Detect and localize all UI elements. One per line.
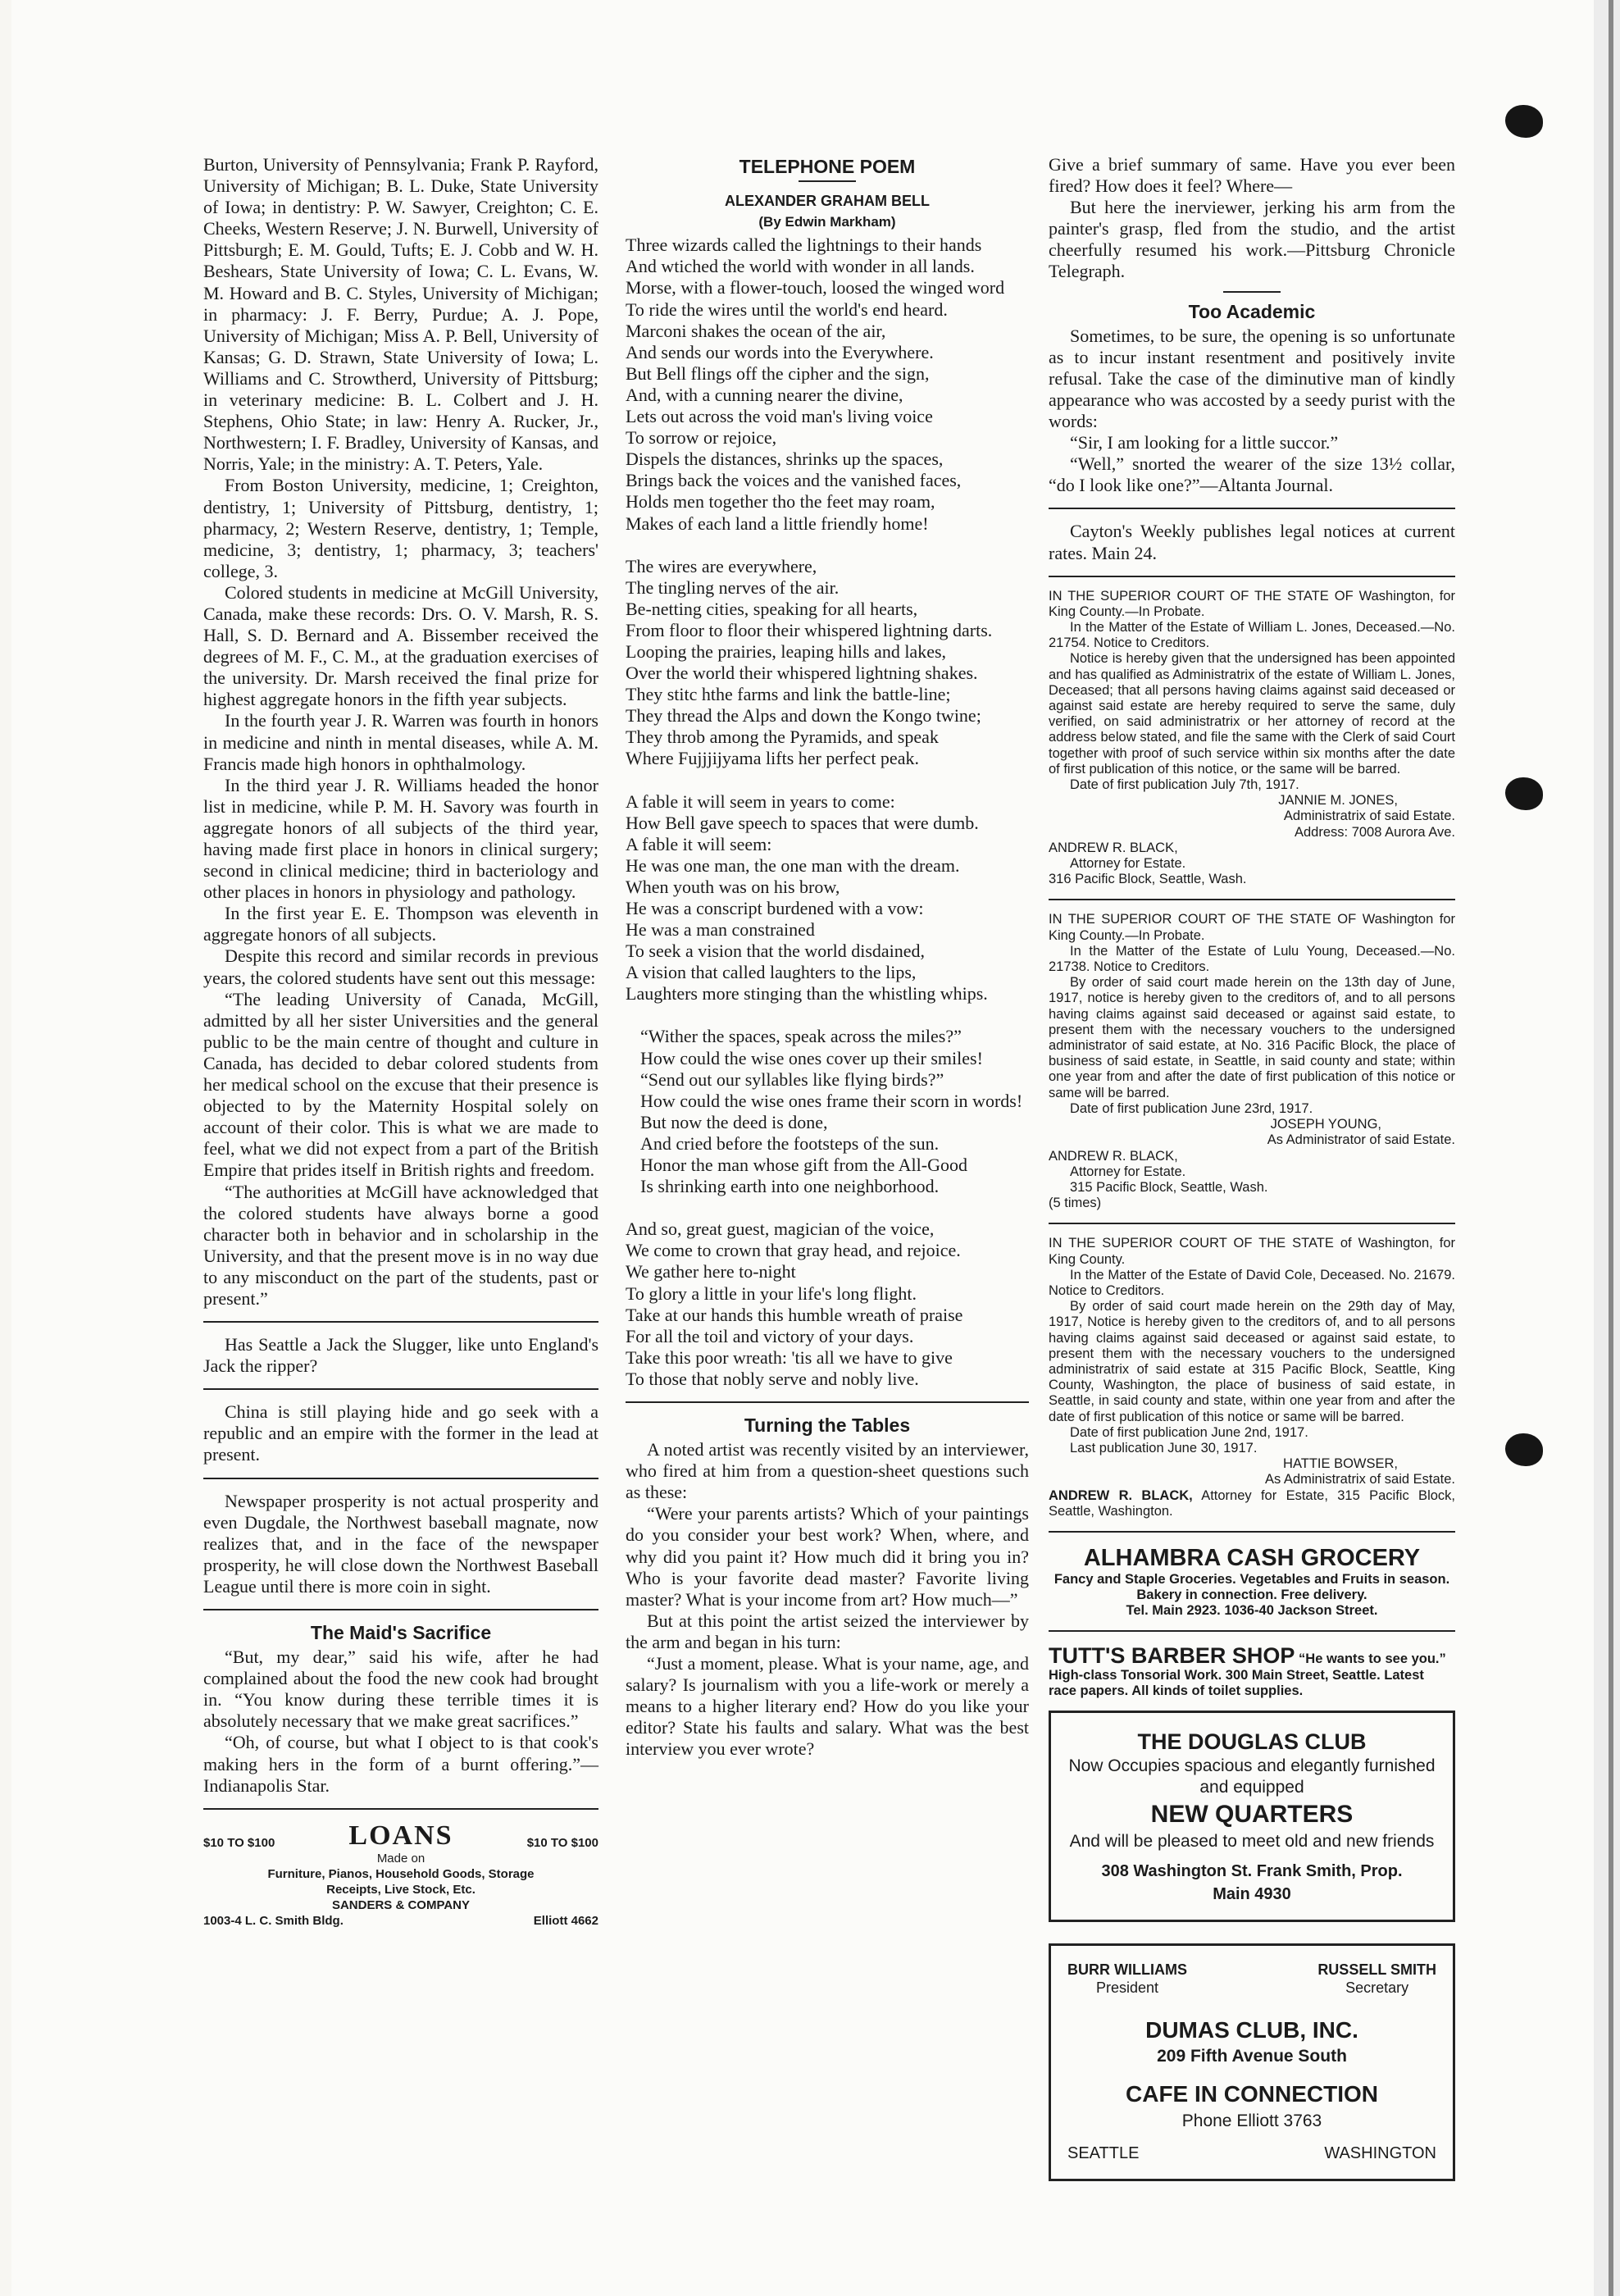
poem-line: From floor to floor their whispered lightning darts. [626, 619, 993, 640]
ad-title: THE DOUGLAS CLUB [1137, 1729, 1367, 1754]
legal-attorney: ANDREW R. BLACK, [1049, 1487, 1193, 1503]
divider [1049, 508, 1455, 509]
poem-subtitle: ALEXANDER GRAHAM BELL [725, 193, 930, 210]
poem-title: TELEPHONE POEM [739, 156, 916, 177]
poem-line: Be-netting cities, speaking for all hearts, [626, 598, 918, 619]
poem-line: But Bell flings off the cipher and the sign, [626, 362, 930, 384]
loans-made-on: Made on [376, 1851, 425, 1866]
paragraph: Newspaper prosperity is not actual prosperity and even Dugdale, the Northwest baseball magnate, now realizes that, and in the face of the newspaper prosperity, he will close down the Northwest Baseball League until there is more coin in sight. [203, 1490, 598, 1597]
stanza [626, 1026, 1029, 1197]
paragraph: “Just a moment, please. What is your name, age, and salary? Is journalism with you a life-work or merely a means to a higher literary end? How do you like your editor? State his faults and salary. What was the best interview you ever wrote? [626, 1653, 1029, 1760]
poem-line: Brings back the voices and the vanished faces, [626, 470, 962, 491]
legal-role: As Administratrix of said Estate. [1264, 1472, 1455, 1487]
ad-text: High-class Tonsorial Work. 300 Main Street, Seattle. Latest race papers. All kinds of toilet supplies. [1049, 1667, 1424, 1698]
loans-line: Furniture, Pianos, Household Goods, Storage [267, 1866, 535, 1881]
poem-line: He was a conscript burdened with a vow: [626, 898, 924, 918]
divider [1049, 1223, 1455, 1224]
ad-title: ALHAMBRA CASH GROCERY [1083, 1544, 1421, 1571]
poem-author: (By Edwin Markham) [758, 214, 896, 230]
poem-line: And sends our words into the Everywhere. [626, 341, 934, 362]
poem-line: Honor the man whose gift from the All-Good [640, 1155, 967, 1176]
ad-address: 308 Washington St. Frank Smith, Prop. [1101, 1861, 1403, 1880]
poem-line: The tingling nerves of the air. [626, 576, 840, 598]
legal-matter: In the Matter of the Estate of William L. Jones, Deceased.—No. 21754. Notice to Creditors. [1049, 620, 1455, 651]
ad-text: Tel. Main 2923. 1036-40 Jackson Street. [1126, 1602, 1378, 1618]
page-edge [1594, 0, 1620, 2296]
poem-line: “Send out our syllables like flying birds?” [640, 1068, 944, 1090]
poem-line: Over the world their whispered lightning shakes. [626, 663, 978, 684]
poem-line: When youth was on his brow, [626, 876, 840, 897]
paragraph: “Were your parents artists? Which of your paintings do you consider your best work? When, where, and why did you paint it? How much did it bring you in? Who is your favorite dead master? Favorite living master? What is your income from art? How much—” [626, 1503, 1029, 1610]
divider [799, 180, 856, 182]
stanza [626, 1219, 1029, 1390]
ad-phone: Phone Elliott 3763 [1181, 2111, 1322, 2130]
poem-line: How could the wise ones frame their scorn in words! [640, 1090, 1023, 1111]
article-title: The Maid's Sacrifice [310, 1622, 492, 1643]
poem-line: We gather here to-night [626, 1261, 796, 1282]
douglas-club-ad [1049, 1711, 1455, 1922]
divider [203, 1808, 598, 1810]
legal-attorney: ANDREW R. BLACK, [1049, 840, 1178, 855]
loans-phone: Elliott 4662 [533, 1913, 598, 1928]
legal-times: (5 times) [1049, 1196, 1102, 1211]
paragraph: “The authorities at McGill have acknowledged that the colored students have always borne a good character both in behavior and in scholarship in the University, and that the present move is in no way due to any misconduct on the part of the students, past or present.” [203, 1181, 598, 1309]
poem-line: Looping the prairies, leaping hills and lakes, [626, 640, 947, 662]
poem-line: For all the toil and victory of your days. [626, 1325, 914, 1346]
poem-line: Where Fujjjijyama lifts her perfect peak. [626, 748, 919, 769]
poem-line: Three wizards called the lightnings to their hands [626, 235, 982, 256]
legal-date: Date of first publication June 2nd, 1917. [1070, 1424, 1308, 1440]
paragraph: Despite this record and similar records in previous years, the colored students have sent out this message: [203, 945, 598, 988]
poem-line: How Bell gave speech to spaces that were dumb. [626, 812, 979, 833]
paragraph: Burton, University of Pennsylvania; Frank P. Rayford, University of Michigan; B. L. Duke, State University of Iowa; in dentistry: P. W. Sawyer, Creighton; C. E. Cheeks, Western Reserve; J. N. Burwell, University of Pittsburgh; E. M. Gould, Tufts; E. J. Cobb and W. H. Beshears, State University of Iowa; C. L. Evans, W. M. Howard and B. C. Styles, University of Michigan; in pharmacy: J. F. Berry, Purdue; A. J. Pope, University of Michigan; Miss A. P. Bell, University of Kansas; G. D. Strawn, State University of Iowa; L. Williams and C. Strowtherd, University of Pittsburg; in veterinary medicine: B. L. Colbert and J. H. Stephens, Ohio State; in law: Henry A. Rucker, Jr., Northwestern; I. F. Bradley, University of Kansas, and Norris, Yale; in the ministry: A. T. Peters, Yale. [203, 154, 598, 475]
poem-line: They thread the Alps and down the Kongo twine; [626, 705, 981, 727]
article-title: Turning the Tables [744, 1414, 911, 1436]
paragraph: But here the inerviewer, jerking his arm from the painter's grasp, fled from the studio, and the artist cheerfully resumed his work.—Pittsburg Chronicle Telegraph. [1049, 197, 1455, 282]
stanza [626, 791, 1029, 1005]
ad-headline: CAFE IN CONNECTION [1126, 2080, 1378, 2107]
legal-attorney-rest: Attorney for Estate, 315 Pacific Block, Seattle, Washington. [1049, 1487, 1455, 1519]
paragraph: From Boston University, medicine, 1; Creighton, dentistry, 1; University of Pittsburg, dentistry, 1; pharmacy, 2; Western Reserve, dentistry, 1; Temple, medicine, 3; dentistry, 1; pharmacy, 3; teachers' college, 3. [203, 475, 598, 581]
divider [1049, 576, 1455, 577]
poem-line: Lets out across the void man's living voice [626, 406, 933, 427]
poem-line: A fable it will seem: [626, 833, 772, 854]
legal-matter: In the Matter of the Estate of Lulu Young, Deceased.—No. 21738. Notice to Creditors. [1049, 943, 1455, 975]
poem-line: Take this poor wreath: 'tis all we have to give [626, 1346, 953, 1368]
ad-text: And will be pleased to meet old and new friends [1069, 1831, 1435, 1851]
poem-line: We come to crown that gray head, and rejoice. [626, 1240, 961, 1261]
punch-hole [1505, 105, 1543, 138]
legal-name: JANNIE M. JONES, [1278, 793, 1398, 809]
legal-head: IN THE SUPERIOR COURT OF THE STATE of Washington, for King County. [1049, 1236, 1455, 1267]
legal-notice [1049, 589, 1455, 888]
loans-address: 1003-4 L. C. Smith Bldg. [203, 1913, 344, 1928]
legal-last: Last publication June 30, 1917. [1070, 1440, 1258, 1456]
poem-line: To those that nobly serve and nobly live. [626, 1368, 919, 1389]
paragraph: China is still playing hide and go seek with a republic and an empire with the former in the lead at present. [203, 1401, 598, 1465]
paragraph: Has Seattle a Jack the Slugger, like unto England's Jack the ripper? [203, 1334, 598, 1377]
ad-text: Now Occupies spacious and elegantly furnished and equipped [1068, 1756, 1436, 1797]
column-2 [626, 154, 1029, 1760]
legal-date: Date of first publication July 7th, 1917. [1070, 777, 1299, 793]
ad-phone: Main 4930 [1213, 1884, 1291, 1903]
poem-line: Holds men together tho the feet may roam, [626, 491, 935, 512]
paragraph: “Sir, I am looking for a little succor.” [1070, 432, 1339, 453]
poem-line: Take at our hands this humble wreath of praise [626, 1304, 963, 1325]
divider [1223, 291, 1281, 293]
legal-role: Administratrix of said Estate. [1283, 809, 1455, 824]
legal-head: IN THE SUPERIOR COURT OF THE STATE OF Washington, for King County.—In Probate. [1049, 588, 1455, 619]
poem-line: How could the wise ones cover up their smiles! [640, 1047, 983, 1068]
president-name: BURR WILLIAMS [1067, 1961, 1187, 1978]
legal-notice [1049, 1236, 1455, 1519]
paragraph: “The leading University of Canada, McGill, admitted by all her sister Universities and the general public to be the main centre of thought and culture in Canada, has decided to debar colored students from her medical school on the excuse that their presence is objected to by the Maternity Hospital solely on account of their color. This is what we are made to feel, what we did not expect from a part of the British Empire that prides itself in British rights and freedom. [203, 988, 598, 1181]
paragraph: In the first year E. E. Thompson was eleventh in aggregate honors of all subjects. [203, 903, 598, 945]
legal-attorney-role: Attorney for Estate. [1070, 1164, 1186, 1179]
divider [203, 1478, 598, 1479]
paragraph: Sometimes, to be sure, the opening is so unfortunate as to incur instant resentment and positively invite refusal. Take the case of the diminutive man of kindly appearance who was accosted by a seedy purist with the words: [1049, 325, 1455, 432]
paragraph: Cayton's Weekly publishes legal notices at current rates. Main 24. [1049, 521, 1455, 563]
state: WASHINGTON [1324, 2143, 1436, 2162]
legal-body: By order of said court made herein on the 29th day of May, 1917, Notice is hereby given to the creditors of, and to all persons having claims against said deceased or against said estate, to present them with the necessary vouchers to the undersigned administratrix of said estate at 315 Pacific Block, Seattle, King County, Washington, the place of business of said estate, in Seattle, in said county and state, within one year from and after the date of first publication of this notice or same will be barred. [1049, 1299, 1455, 1424]
divider [203, 1388, 598, 1390]
poem-line: They throb among the Pyramids, and speak [626, 727, 939, 748]
paragraph: “Oh, of course, but what I object to is that cook's making hers in the form of a burnt offering.”—Indianapolis Star. [203, 1732, 598, 1796]
loans-amount-left: $10 TO $100 [203, 1835, 275, 1850]
poem-line: Is shrinking earth into one neighborhood. [640, 1176, 940, 1197]
divider [203, 1609, 598, 1610]
paragraph: “But, my dear,” said his wife, after he had complained about the food the new cook had brought in. “You know during these terrible times it is absolutely necessary that we make great sacrifices.” [203, 1647, 598, 1732]
poem-line: “Wither the spaces, speak across the miles?” [640, 1026, 962, 1047]
ad-text: Fancy and Staple Groceries. Vegetables and Fruits in season. Bakery in connection. Free delivery. [1053, 1571, 1450, 1602]
poem-line: And, with a cunning nearer the divine, [626, 384, 903, 405]
divider [626, 1401, 1029, 1403]
dumas-club-ad [1049, 1943, 1455, 2181]
poem-line: Laughters more stinging than the whistling whips. [626, 983, 988, 1004]
page-edge-shadow [1609, 0, 1613, 2296]
divider [203, 1321, 598, 1323]
poem-line: The wires are everywhere, [626, 555, 817, 576]
poem-line: Makes of each land a little friendly home! [626, 512, 929, 534]
paragraph: “Well,” snorted the wearer of the size 13½ collar, “do I look like one?”—Altanta Journal. [1049, 453, 1455, 496]
legal-date: Date of first publication June 23rd, 1917. [1070, 1100, 1313, 1116]
poem-line: To glory a little in your life's long flight. [626, 1282, 917, 1304]
poem-line: But now the deed is done, [640, 1111, 828, 1132]
loans-company: SANDERS & COMPANY [331, 1897, 471, 1912]
poem-line: They stitc hthe farms and link the battle-line; [626, 684, 951, 705]
loans-ad [203, 1821, 598, 1929]
article-title: Too Academic [1188, 300, 1316, 322]
legal-attorney-address: 315 Pacific Block, Seattle, Wash. [1070, 1179, 1268, 1195]
loans-title: LOANS [348, 1820, 453, 1851]
stanza [626, 235, 1029, 534]
paragraph: In the fourth year J. R. Warren was fourth in honors in medicine and ninth in mental diseases, while A. M. Francis made high honors in ophthalmology. [203, 710, 598, 774]
paragraph: But at this point the artist seized the interviewer by the arm and began in his turn: [626, 1610, 1029, 1652]
poem-line: A fable it will seem in years to come: [626, 790, 895, 812]
poem-line: A vision that called laughters to the lips, [626, 962, 917, 983]
column-1 [203, 154, 598, 1929]
ad-headline: NEW QUARTERS [1150, 1800, 1354, 1828]
poem-line: He was one man, the one man with the dream. [626, 854, 960, 876]
legal-matter: In the Matter of the Estate of David Cole, Deceased. No. 21679. Notice to Creditors. [1049, 1267, 1455, 1298]
ad-title: DUMAS CLUB, INC. [1145, 2016, 1358, 2043]
legal-attorney-role: Attorney for Estate. [1070, 856, 1186, 872]
loans-line: Receipts, Live Stock, Etc. [326, 1882, 476, 1897]
legal-address: Address: 7008 Aurora Ave. [1295, 824, 1455, 840]
divider [1049, 899, 1455, 900]
legal-name: JOSEPH YOUNG, [1270, 1117, 1381, 1132]
poem-line: To seek a vision that the world disdained, [626, 941, 926, 962]
legal-attorney: ANDREW R. BLACK, [1049, 1148, 1178, 1164]
punch-hole [1505, 1433, 1543, 1466]
poem-line: And so, great guest, magician of the voice, [626, 1219, 935, 1240]
legal-body: By order of said court made herein on the 13th day of June, 1917, notice is hereby given to the creditors of, and to all persons having claims against said deceased or against said estate, to present them with the necessary vouchers to the undersigned administrator of said estate, at No. 316 Pacific Block, the place of business of said estate, in Seattle, in said county and state; within one year from and after the date of first publication of this notice or same will be barred. [1049, 975, 1455, 1100]
alhambra-ad [1049, 1544, 1455, 1619]
divider [1049, 1630, 1455, 1632]
paragraph: In the third year J. R. Williams headed the honor list in medicine, while P. M. H. Savory was fourth in aggregate honors of all subjects of the third year, having made first place in honors in clinical surgery; second in clinical medicine; third in bacteriology and other places in honors in physiology and pathology. [203, 774, 598, 903]
secretary-name: RUSSELL SMITH [1317, 1961, 1436, 1978]
secretary-role: Secretary [1345, 1979, 1409, 1996]
poem-line: Dispels the distances, shrinks up the spaces, [626, 449, 944, 470]
president-role: President [1095, 1979, 1159, 1996]
ad-address: 209 Fifth Avenue South [1157, 2046, 1347, 2066]
stanza [626, 556, 1029, 770]
legal-attorney-address: 316 Pacific Block, Seattle, Wash. [1049, 872, 1247, 887]
legal-notice [1049, 912, 1455, 1211]
paragraph: A noted artist was recently visited by an interviewer, who fired at him from a question-sheet questions such as these: [626, 1439, 1029, 1503]
column-3 [1049, 154, 1455, 2193]
punch-hole [1505, 777, 1543, 810]
divider [1049, 1531, 1455, 1533]
poem-line: And cried before the footsteps of the sun. [640, 1132, 940, 1154]
tutt-ad [1049, 1643, 1455, 1699]
poem-line: To sorrow or rejoice, [626, 427, 777, 449]
poem-line: He was a man constrained [626, 919, 815, 941]
legal-body: Notice is hereby given that the undersigned has been appointed and has qualified as Administratrix of the estate of William L. Jones, Deceased; that all persons having claims against said deceased or against said estate are hereby required to serve the same, duly verified, on said administratrix or her attorney of record at the address below stated, and file the same with the Clerk of said Court together with proof of such service within six months after the date of first publication of this notice, or the same will be barred. [1049, 651, 1455, 777]
poem-line: To ride the wires until the world's end heard. [626, 298, 948, 320]
city: SEATTLE [1067, 2143, 1140, 2162]
legal-role: As Administrator of said Estate. [1267, 1132, 1455, 1148]
paragraph: Give a brief summary of same. Have you ever been fired? How does it feel? Where— [1049, 154, 1455, 197]
legal-head: IN THE SUPERIOR COURT OF THE STATE OF Washington for King County.—In Probate. [1049, 912, 1455, 943]
poem-line: And wtiched the world with wonder in all lands. [626, 256, 975, 277]
ad-title: TUTT'S BARBER SHOP [1049, 1642, 1295, 1668]
paragraph: Colored students in medicine at McGill University, Canada, make these records: Drs. O. V. Marsh, R. S. Hall, S. D. Bernard and A. Bissember received the degrees of M. F., C. M., at the graduation exercises of the university. Dr. Marsh received the final prize for highest aggregate honors in the fifth year subjects. [203, 581, 598, 710]
poem-line: Morse, with a flower-touch, loosed the winged word [626, 277, 1005, 298]
poem-line: Marconi shakes the ocean of the air, [626, 320, 886, 341]
ad-slogan: “He wants to see you.” [1299, 1651, 1446, 1666]
loans-amount-right: $10 TO $100 [526, 1835, 598, 1850]
legal-name: HATTIE BOWSER, [1283, 1456, 1398, 1472]
